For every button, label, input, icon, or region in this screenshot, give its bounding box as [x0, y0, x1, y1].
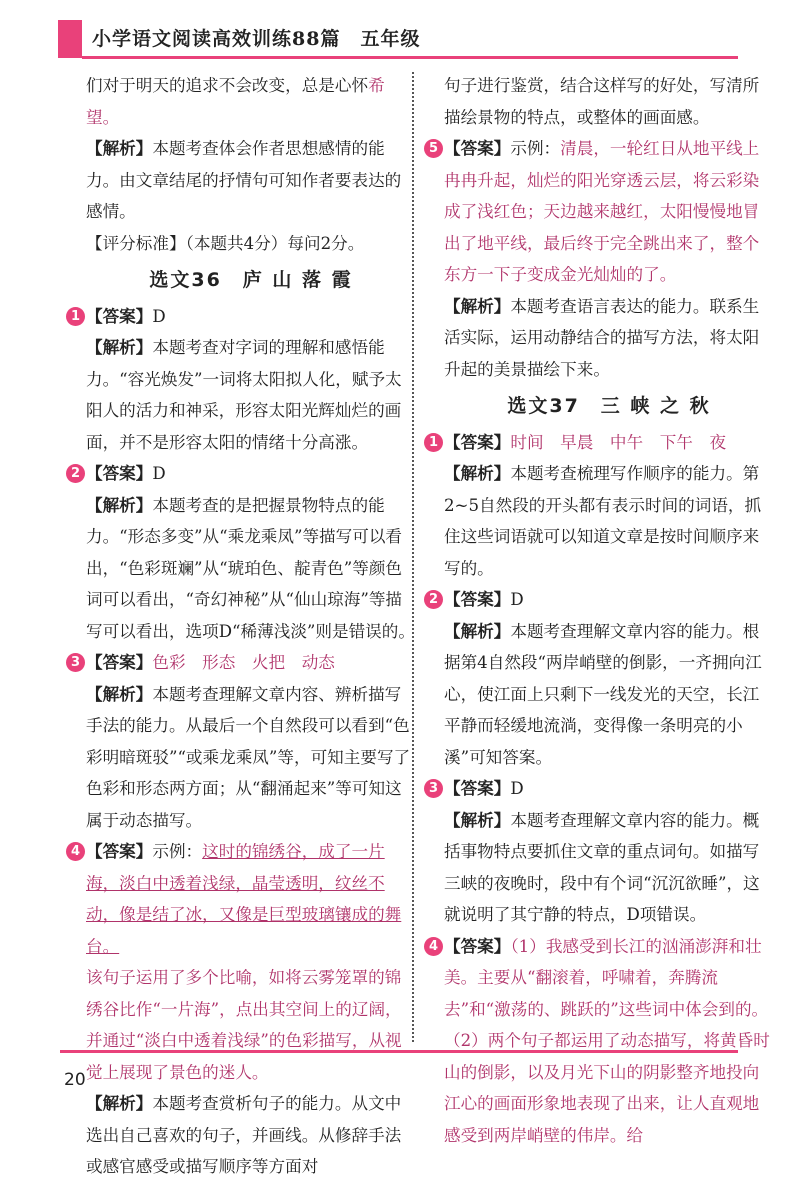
- scoring-standard: 【评分标准】（本题共4分）每问2分。: [86, 233, 365, 253]
- footer-rule: [60, 1050, 738, 1053]
- question-number: 2: [66, 464, 85, 483]
- question-number: 2: [424, 590, 443, 609]
- question-number: 3: [66, 653, 85, 672]
- question-number: 5: [424, 139, 443, 158]
- question-3: 3 【答案】色彩 形态 火把 动态 【解析】本题考查理解文章内容、辨析描写手法的能力。从最后一个自然段可以看到“色彩明暗斑驳”“或乘龙乘凤”等，可知主要写了色彩和形态两方面；从“翻涌起来”等可知这属于动态描写。: [86, 647, 416, 836]
- question-5: 5 【答案】示例：清晨，一轮红日从地平线上冉冉升起，灿烂的阳光穿透云层，将云彩染成了浅红色；天边越来越红，太阳慢慢地冒出了地平线，最后终于完全跳出来了，整个东方一下子变成金光灿灿的了。 【解析】本题考查语言表达的能力。联系生活实际，运用动静结合的描写方法，将太阳升起的美景描绘下来。: [444, 133, 774, 385]
- question-2: 2 【答案】D 【解析】本题考查的是把握景物特点的能力。“形态多变”从“乘龙乘凤”等描写可以看出，“色彩斑斓”从“琥珀色、靛青色”等颜色词可以看出，“奇幻神秘”从“仙山琼海”等描写可以看出，选项D“稀薄浅淡”则是错误的。: [86, 458, 416, 647]
- question-number: 4: [66, 842, 85, 861]
- question-1: 1 【答案】D 【解析】本题考查对字词的理解和感悟能力。“容光焕发”一词将太阳拟人化，赋予太阳人的活力和神采，形容太阳光辉灿烂的画面，并不是形容太阳的情绪十分高涨。: [86, 301, 416, 459]
- book-title: 小学语文阅读高效训练88篇 五年级: [92, 28, 421, 50]
- question-4: 4 【答案】示例：这时的锦绣谷，成了一片海，淡白中透着浅绿，晶莹透明，纹丝不动，像是结了冰，又像是巨型玻璃镶成的舞台。 该句子运用了多个比喻，如将云雾笼罩的锦绣谷比作“一片海”，点出其空间上的辽阔，并通过“淡白中透着浅绿”的色彩描写，从视觉上展现了景色的迷人。 【解析】本题考查赏析句子的能力。从文中选出自己喜欢的句子，并画线。从修辞手法或感官感受或描写顺序等方面对: [86, 836, 416, 1183]
- question-number: 4: [424, 937, 443, 956]
- analysis: 【解析】本题考查体会作者思想感情的能力。由文章结尾的抒情句可知作者要表达的感情。: [86, 138, 402, 221]
- question-number: 1: [66, 307, 85, 326]
- header-tab: [58, 20, 82, 58]
- carryover-line: 们对于明天的追求不会改变，总是心怀希望。: [86, 76, 385, 127]
- page-header: [0, 0, 800, 62]
- question-number: 1: [424, 433, 443, 452]
- question-4: 4 【答案】（1）我感受到长江的汹涌澎湃和壮美。主要从“翻滚着，呼啸着，奔腾流去”和“激荡的、跳跃的”这些词中体会到的。 （2）两个句子都运用了动态描写，将黄昏时山的倒影，以及月光下山的阴影整齐地投向江心的画面形象地表现了出来，让人直观地感受到两岸峭壁的伟岸。给: [444, 931, 774, 1152]
- question-number: 3: [424, 779, 443, 798]
- page-number: 20: [64, 1070, 86, 1090]
- question-3: 3 【答案】D 【解析】本题考查理解文章内容的能力。概括事物特点要抓住文章的重点词句。如描写三峡的夜晚时，段中有个词“沉沉欲睡”，这就说明了其宁静的特点，D项错误。: [444, 773, 774, 931]
- question-1: 1 【答案】时间 早晨 中午 下午 夜 【解析】本题考查梳理写作顺序的能力。第2~5自然段的开头都有表示时间的词语，抓住这些词语就可以知道文章是按时间顺序来写的。: [444, 427, 774, 585]
- section-title-37: 选文37 三 峡 之 秋: [507, 395, 711, 417]
- header-rule: [82, 56, 738, 59]
- right-column: [428, 70, 774, 1151]
- section-title-36: 选文36 庐 山 落 霞: [149, 269, 353, 291]
- carryover-analysis: 句子进行鉴赏，结合这样写的好处，写清所描绘景物的特点，或整体的画面感。: [444, 76, 760, 127]
- question-2: 2 【答案】D 【解析】本题考查理解文章内容的能力。根据第4自然段“两岸峭壁的倒影，一齐拥向江心，使江面上只剩下一线发光的天空，长江平静而轻缓地流淌，变得像一条明亮的小溪”可知答案。: [444, 584, 774, 773]
